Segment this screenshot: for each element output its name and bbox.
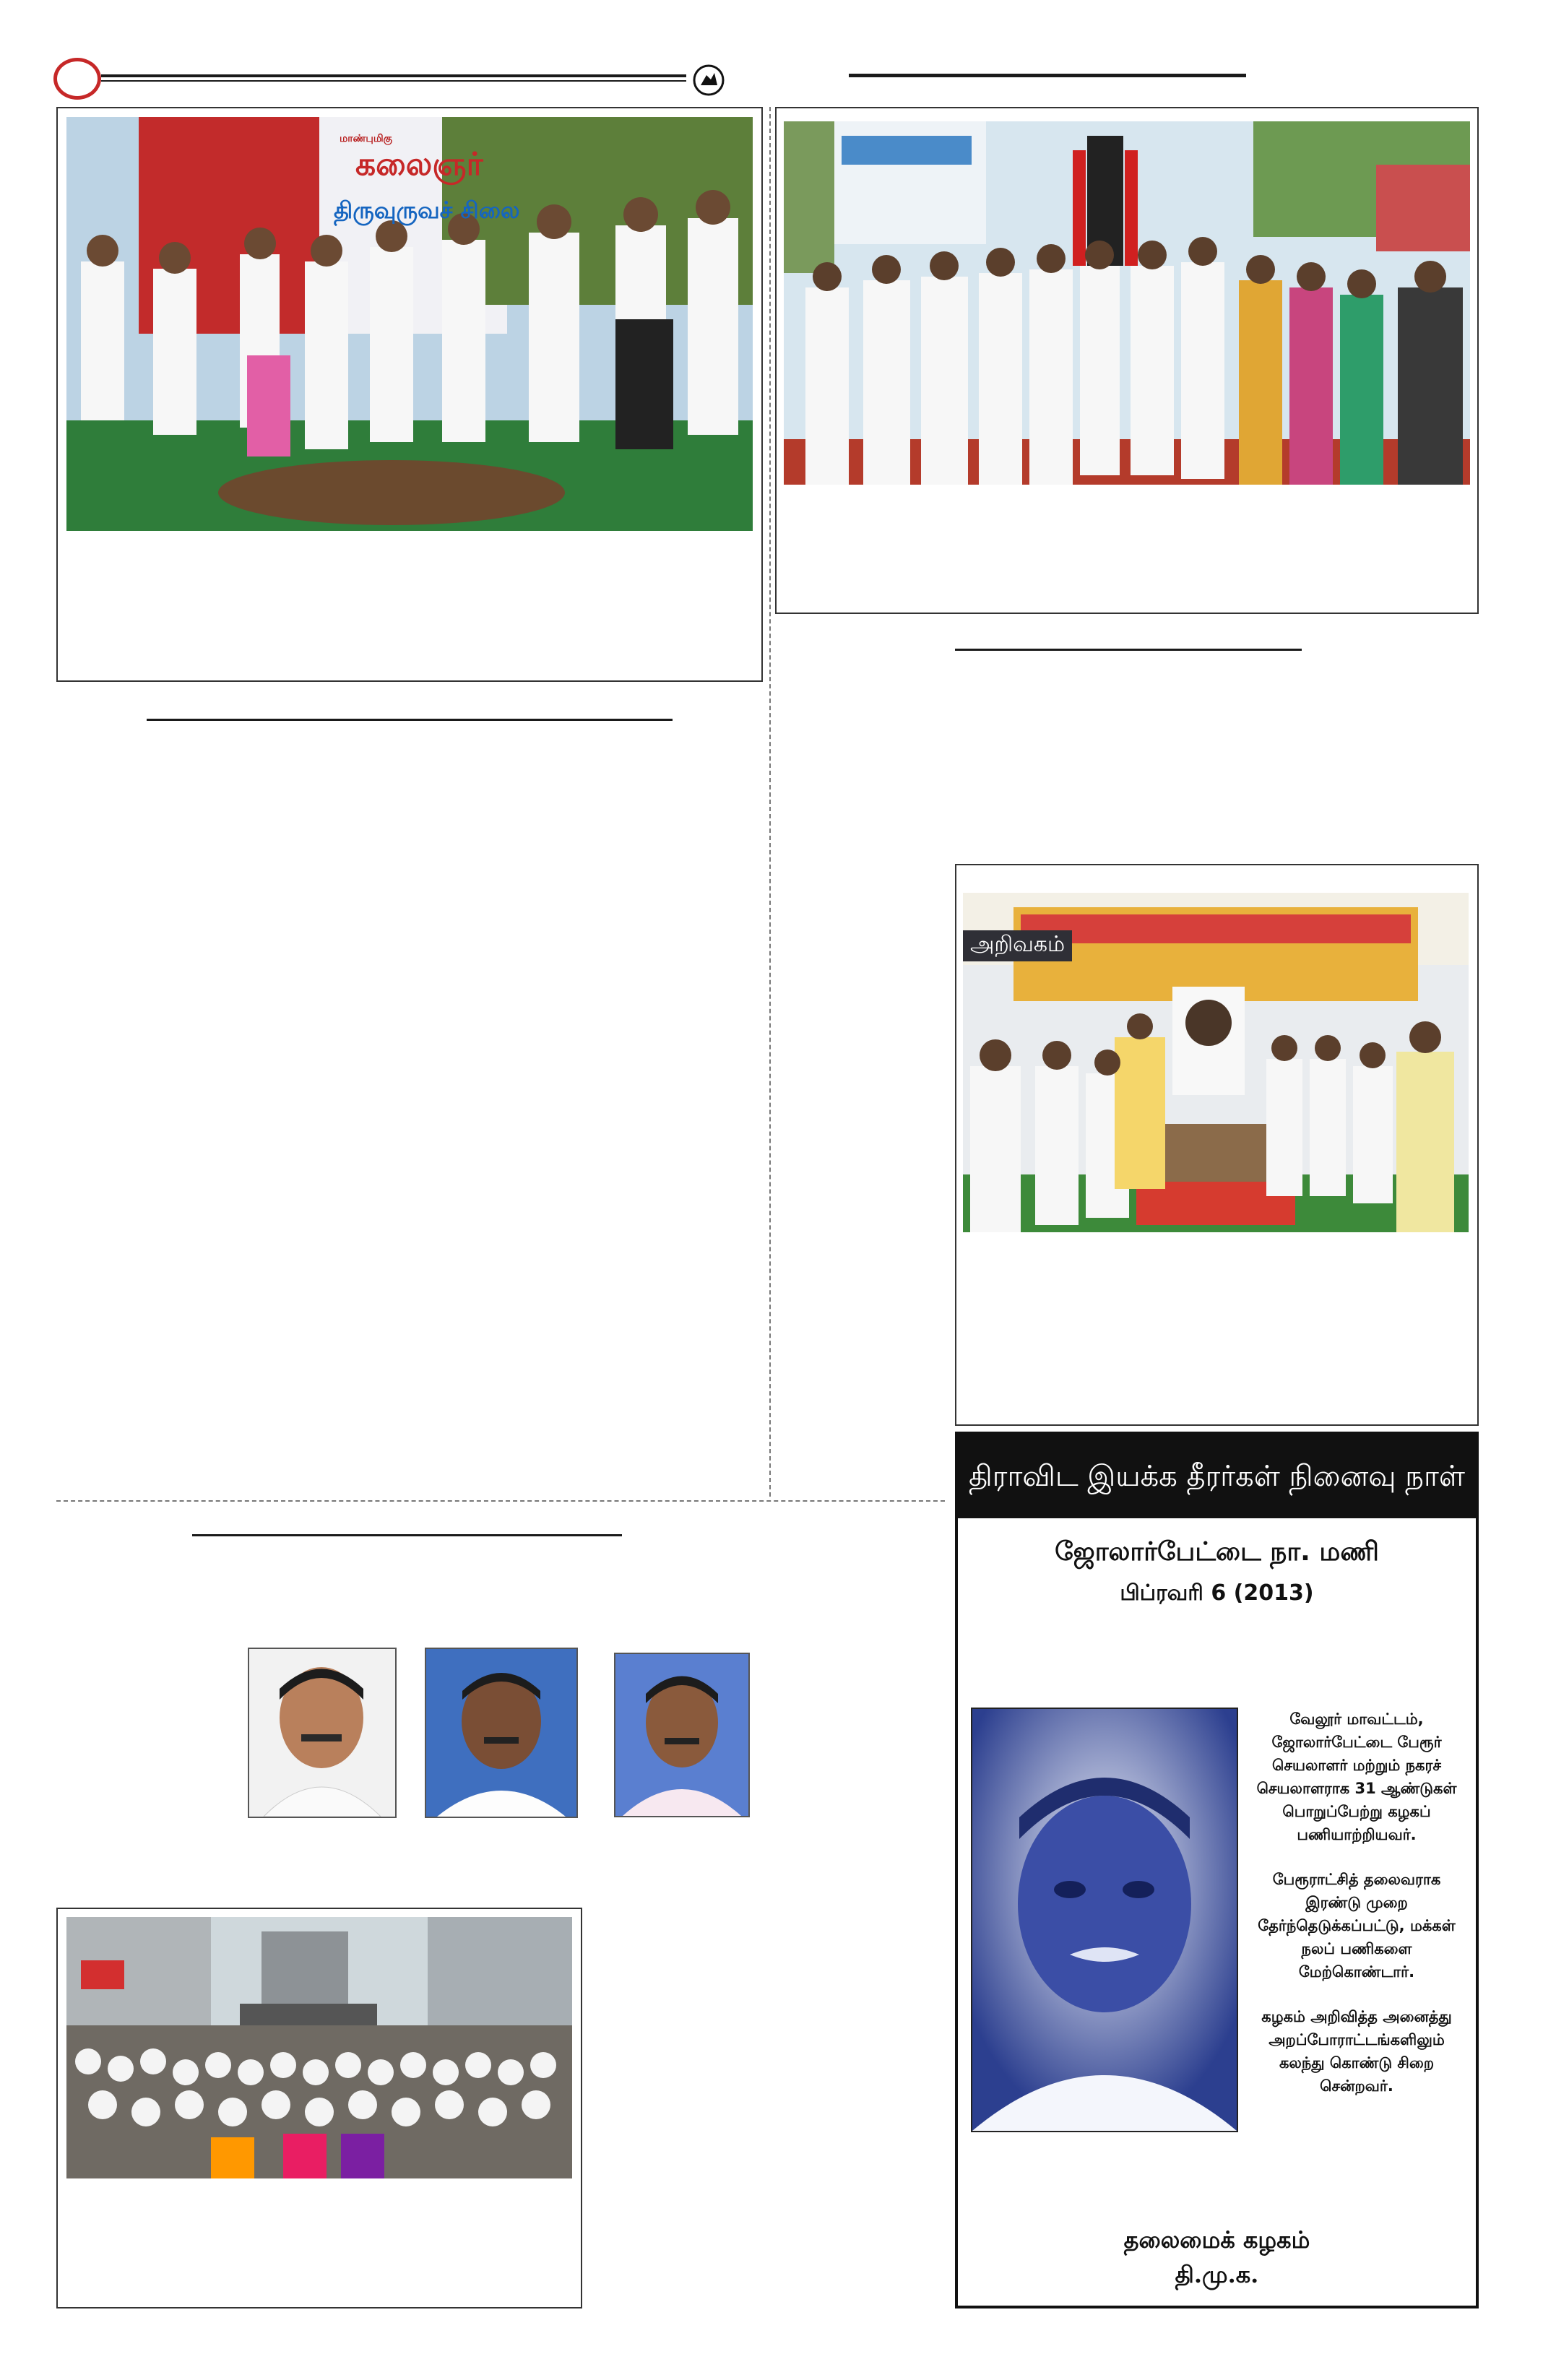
bio-paragraph-3: கழகம் அறிவித்த அனைத்து அறப்போராட்டங்களிலும் கலந்து கொண்டு சிறை சென்றவர்.	[1261, 2008, 1452, 2095]
portrait-3	[614, 1653, 750, 1817]
section-divider	[56, 1500, 945, 1502]
headline-rule-2	[147, 719, 673, 721]
building-sign-text: அறிவகம்	[963, 930, 1072, 961]
masthead-rule-left-thin	[101, 80, 686, 82]
memorial-biography	[1248, 1708, 1465, 2119]
bio-paragraph-1: வேலூர் மாவட்டம், ஜோலார்பேட்டை பேரூர் செயலாளர் மற்றும் நகரச் செயலாளராக 31 ஆண்டுகள் பொறுப்பேற்று கழகப் பணியாற்றியவர்.	[1256, 1710, 1457, 1843]
column-divider	[769, 107, 771, 1497]
bio-paragraph-2: பேரூராட்சித் தலைவராக இரண்டு முறை தேர்ந்தெடுக்கப்பட்டு, மக்கள் நலப் பணிகளை மேற்கொண்டார்.	[1258, 1871, 1456, 1981]
groundbreaking-photo	[66, 117, 753, 531]
masthead-rule-right	[849, 74, 1246, 77]
memorial-footer-party: தி.மு.க.	[1175, 2261, 1259, 2288]
portrait-2	[425, 1648, 578, 1818]
statue-tribute-photo	[784, 121, 1470, 485]
masthead-rule-left	[101, 74, 686, 77]
crowd-protest-photo	[66, 1917, 572, 2178]
rising-sun-emblem-icon	[692, 64, 725, 97]
memorial-footer-org: தலைமைக் கழகம்	[1123, 2226, 1310, 2254]
banner-small-text: மாண்புமிகு	[340, 133, 392, 144]
memorial-name: ஜோலார்பேட்டை நா. மணி	[1055, 1537, 1379, 1567]
banner-subtitle-text: திருவுருவச் சிலை	[334, 196, 520, 224]
memorial-portrait	[971, 1708, 1238, 2132]
banner-title-text: கலைஞர்	[355, 146, 483, 183]
masthead-logo-circle-icon	[53, 58, 101, 100]
memorial-date: பிப்ரவரி 6 (2013)	[1120, 1580, 1314, 1606]
portrait-tribute-photo	[963, 893, 1469, 1232]
headline-rule-3	[192, 1534, 622, 1536]
headline-rule-1	[955, 649, 1302, 651]
memorial-header: திராவிட இயக்க தீரர்கள் நினைவு நாள்	[958, 1435, 1476, 1518]
portrait-1	[248, 1648, 397, 1818]
